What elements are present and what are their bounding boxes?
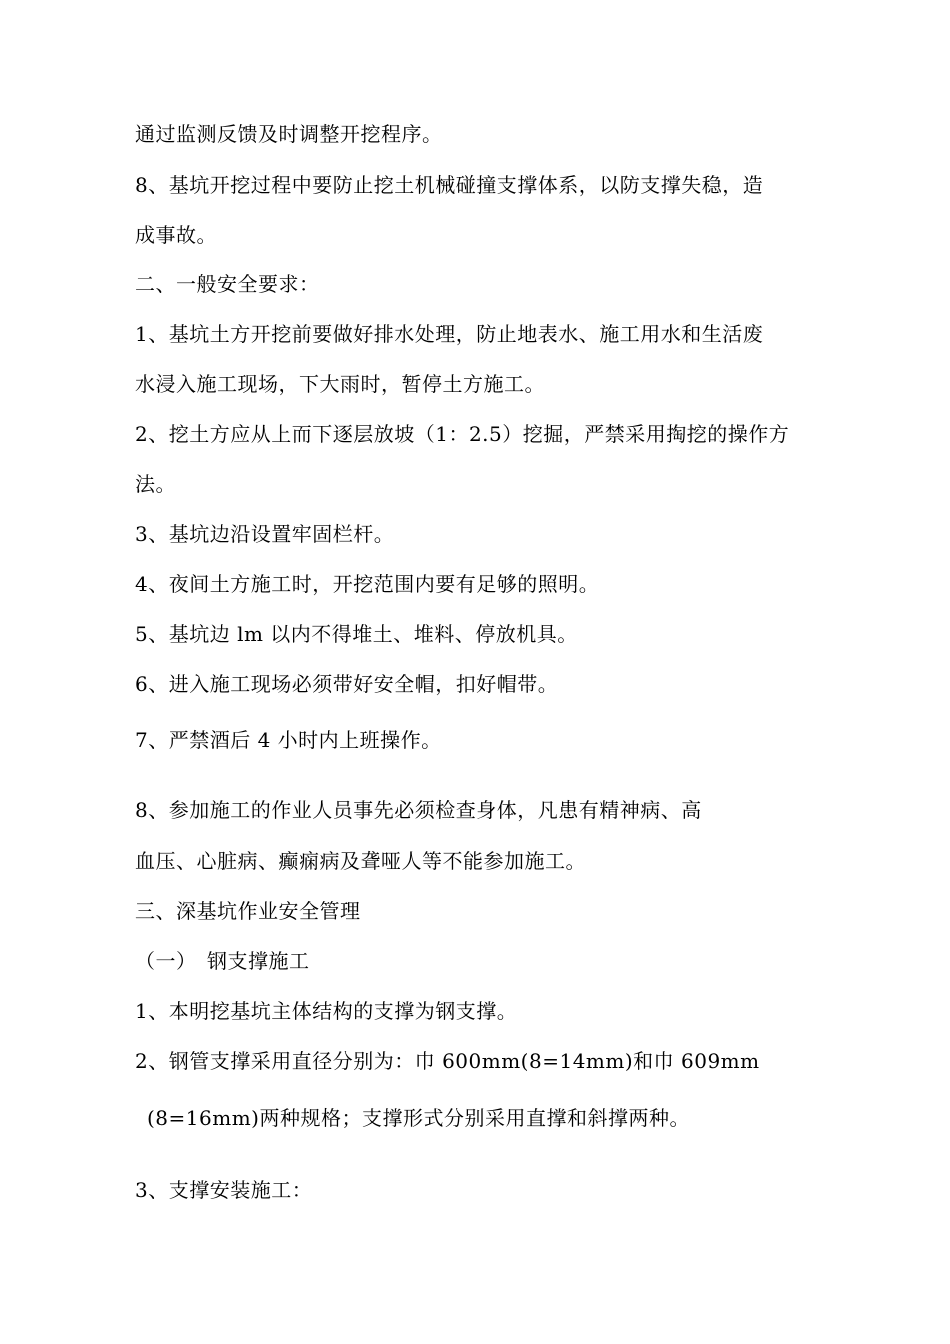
text-line-12: 6、进入施工现场必须带好安全帽，扣好帽带。 bbox=[135, 672, 559, 696]
text-line-15: 血压、心脏病、癫痫病及聋哑人等不能参加施工。 bbox=[135, 849, 586, 873]
text-line-11: 5、基坑边 lm 以内不得堆土、堆料、停放机具。 bbox=[135, 622, 578, 646]
subsection-heading-steel-support: （一） 钢支撑施工 bbox=[135, 949, 310, 973]
text-line-20: (8=16mm)两种规格；支撑形式分别采用直撑和斜撑两种。 bbox=[147, 1106, 690, 1130]
text-line-1: 通过监测反馈及时调整开挖程序。 bbox=[135, 122, 443, 146]
text-line-6: 水浸入施工现场，下大雨时，暂停土方施工。 bbox=[135, 372, 545, 396]
text-line-18: 1、本明挖基坑主体结构的支撑为钢支撑。 bbox=[135, 999, 518, 1023]
section-heading-deep-pit: 三、深基坑作业安全管理 bbox=[135, 899, 361, 923]
text-line-10: 4、夜间土方施工时，开挖范围内要有足够的照明。 bbox=[135, 572, 600, 596]
text-line-5: 1、基坑土方开挖前要做好排水处理，防止地表水、施工用水和生活废 bbox=[135, 322, 764, 346]
text-line-2: 8、基坑开挖过程中要防止挖土机械碰撞支撑体系，以防支撑失稳，造 bbox=[135, 173, 764, 197]
text-line-7: 2、挖土方应从上而下逐层放坡（1：2.5）挖掘，严禁采用掏挖的操作方 bbox=[135, 422, 790, 446]
text-line-8: 法。 bbox=[135, 472, 176, 496]
text-line-3: 成事故。 bbox=[135, 223, 217, 247]
section-heading-general-safety: 二、一般安全要求： bbox=[135, 272, 320, 296]
text-line-19: 2、钢管支撑采用直径分别为：巾 600mm(8=14mm)和巾 609mm bbox=[135, 1049, 760, 1073]
text-line-21: 3、支撑安装施工： bbox=[135, 1178, 313, 1202]
text-line-9: 3、基坑边沿设置牢固栏杆。 bbox=[135, 522, 395, 546]
text-line-13: 7、严禁酒后 4 小时内上班操作。 bbox=[135, 728, 442, 752]
text-line-14: 8、参加施工的作业人员事先必须检查身体，凡患有精神病、高 bbox=[135, 798, 702, 822]
